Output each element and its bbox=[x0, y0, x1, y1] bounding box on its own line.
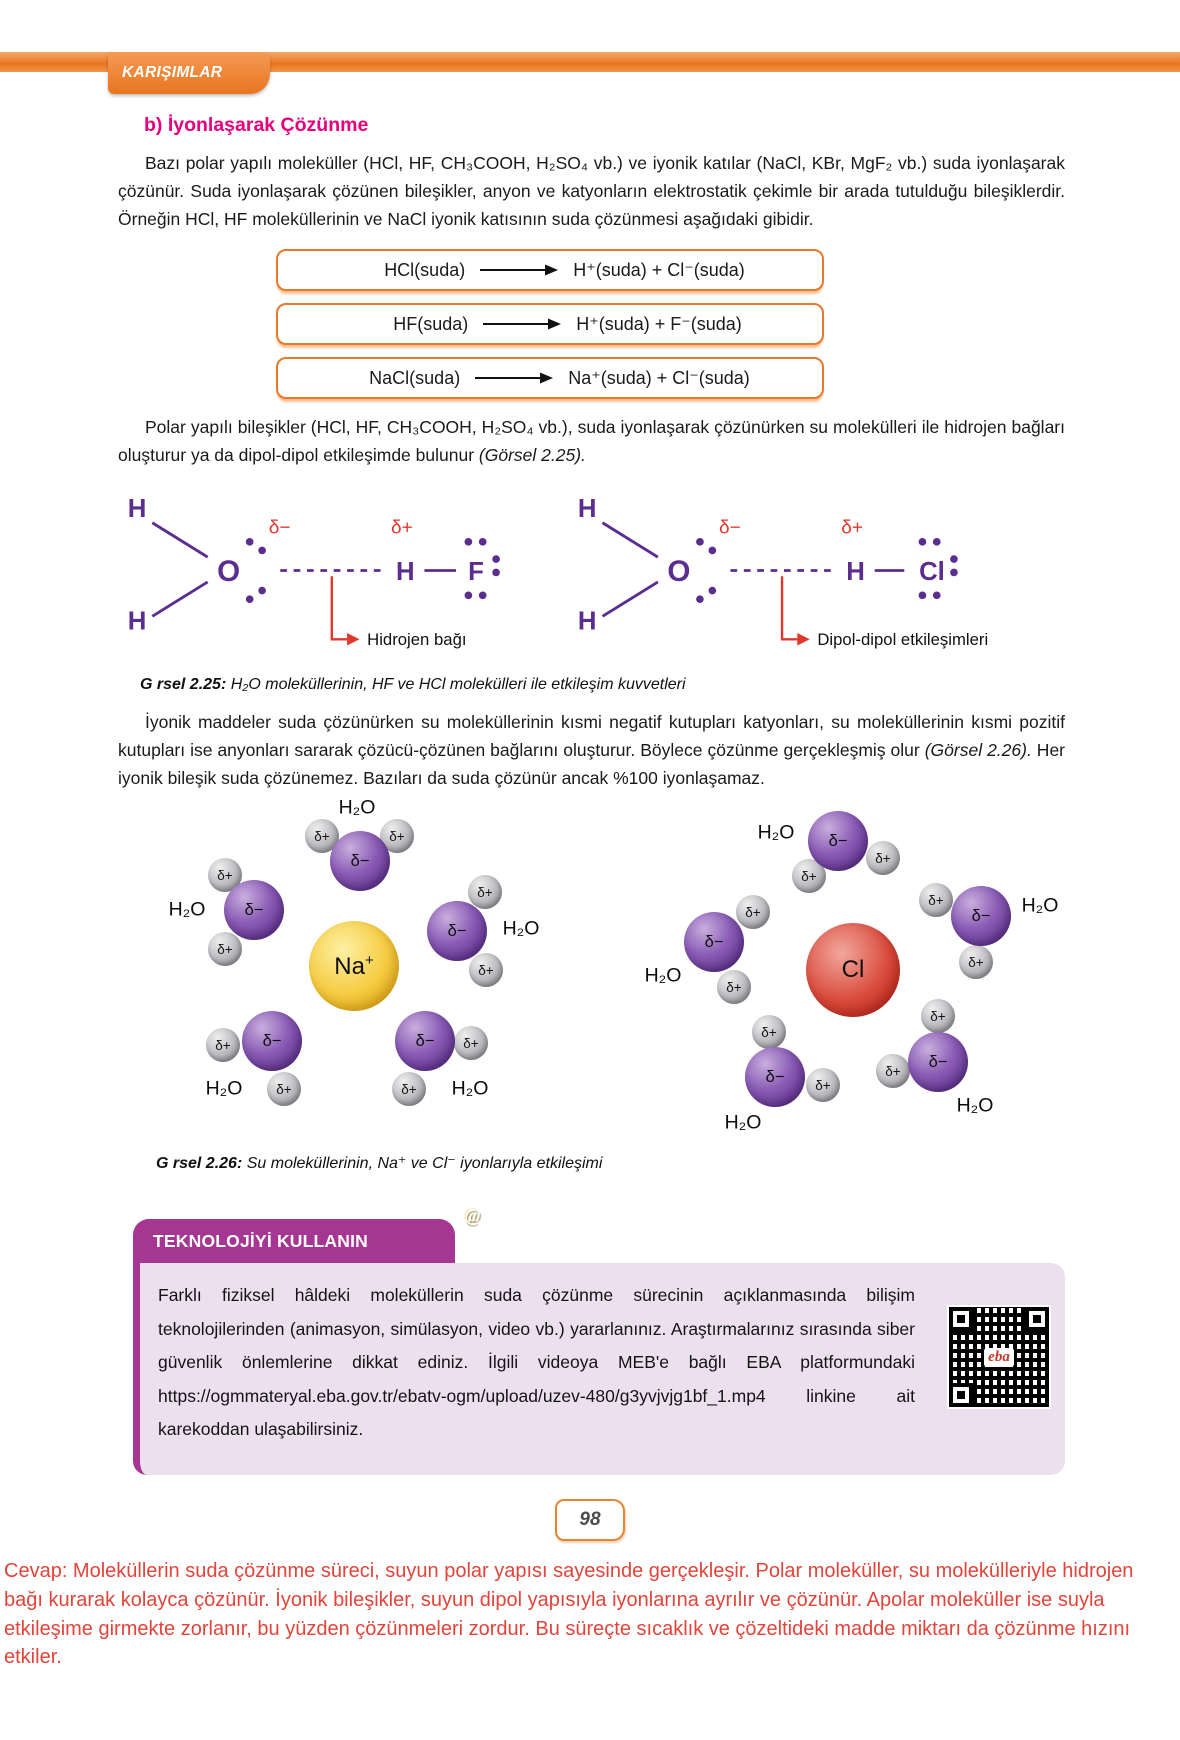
figure-2-26-caption bbox=[156, 1153, 1065, 1173]
water-oxygen-sphere: δ− bbox=[684, 912, 744, 972]
reaction-arrow-icon bbox=[479, 263, 559, 277]
h2o-label: H₂O bbox=[451, 1077, 489, 1100]
equation-lhs: HF(suda) bbox=[393, 313, 469, 334]
hydrogen-atom: H bbox=[396, 558, 415, 587]
water-hydrogen-sphere: δ+ bbox=[208, 858, 242, 892]
paragraph-ionic-text: İyonik maddeler suda çözünürken su moleküllerinin kısmi negatif kutupları katyonları, su moleküllerinin kısmi pozitif kutupları ise anyonları sararak çözücü-çözünen bağlarını oluşturur. Böylece çözünme gerçekleşmiş olur bbox=[118, 712, 1065, 760]
water-oxygen-sphere: δ− bbox=[908, 1032, 968, 1092]
page-number-box bbox=[555, 1499, 625, 1541]
qr-finder-pattern bbox=[949, 1307, 973, 1331]
figure-2-25 bbox=[108, 475, 1065, 666]
equation-lhs: HCl(suda) bbox=[384, 259, 466, 280]
water-hydrogen-sphere: δ+ bbox=[206, 1028, 240, 1062]
equation-rhs: H⁺(suda) + Cl⁻(suda) bbox=[573, 259, 745, 280]
equation-box-hcl bbox=[276, 249, 824, 291]
water-hydrogen-sphere: δ+ bbox=[468, 875, 502, 909]
water-oxygen-sphere: δ− bbox=[330, 831, 390, 891]
figure-2-26-reference: (Görsel 2.26). bbox=[924, 740, 1032, 760]
water-oxygen-sphere: δ− bbox=[427, 901, 487, 961]
technology-box-body bbox=[133, 1263, 1065, 1475]
hydrogen-bond-label: Hidrojen bağı bbox=[367, 629, 467, 649]
water-hydrogen-sphere: δ+ bbox=[267, 1072, 301, 1106]
chapter-tab bbox=[108, 52, 270, 94]
water-hydrogen-sphere: δ+ bbox=[305, 819, 339, 853]
water-hydrogen-sphere: δ+ bbox=[806, 1068, 840, 1102]
water-hydrogen-sphere: δ+ bbox=[380, 819, 414, 853]
qr-code bbox=[949, 1307, 1049, 1407]
hydrogen-atom: H bbox=[577, 495, 597, 524]
technology-box-title: TEKNOLOJİYİ KULLANIN bbox=[153, 1230, 368, 1251]
delta-minus-label: δ− bbox=[268, 517, 291, 539]
figure-2-25-reference: (Görsel 2.25). bbox=[478, 445, 586, 465]
h2o-label: H₂O bbox=[338, 796, 376, 819]
technology-box bbox=[133, 1205, 1065, 1475]
water-hcl-diagram bbox=[558, 475, 1008, 666]
paragraph-polar-text: Polar yapılı bileşikler (HCl, HF, CH₃COOH, H₂SO₄ vb.), suda iyonlaşarak çözünürken su molekülleri ile hidrojen bağları oluşturur ya da dipol-dipol etkileşimde bulunur bbox=[118, 417, 1065, 465]
h2o-label: H₂O bbox=[205, 1077, 243, 1100]
page-header bbox=[0, 0, 1180, 100]
water-oxygen-sphere: δ− bbox=[745, 1047, 805, 1107]
chloride-ion-label: Cl bbox=[841, 956, 865, 983]
chloride-ion bbox=[806, 923, 900, 1017]
paragraph-ionic bbox=[118, 708, 1065, 792]
figure-2-25-caption bbox=[140, 676, 1065, 694]
fluorine-atom: F bbox=[468, 558, 484, 587]
qr-finder-pattern bbox=[949, 1383, 973, 1407]
at-sign-icon: @ bbox=[464, 1205, 481, 1225]
water-oxygen-sphere: δ− bbox=[224, 880, 284, 940]
water-hydrogen-sphere: δ+ bbox=[866, 841, 900, 875]
h2o-label: H₂O bbox=[956, 1094, 994, 1117]
sodium-ion-label: Na+ bbox=[334, 951, 374, 980]
h2o-label: H₂O bbox=[724, 1111, 762, 1134]
water-oxygen-sphere: δ− bbox=[242, 1011, 302, 1071]
equation-box-nacl bbox=[276, 357, 824, 399]
sodium-ion bbox=[309, 921, 399, 1011]
water-hydrogen-sphere: δ+ bbox=[717, 970, 751, 1004]
water-hydrogen-sphere: δ+ bbox=[392, 1072, 426, 1106]
reaction-arrow-icon bbox=[474, 371, 554, 385]
delta-plus-label: δ+ bbox=[391, 517, 413, 539]
technology-box-text: Farklı fiziksel hâldeki moleküllerin suda çözünme sürecinin açıklanmasında bilişim teknolojilerinden (animasyon, simülasyon, video vb.) yararlanınız. Araştırmalarınız sırasında siber güvenlik önlemlerine dikkat ediniz. İlgili videoya MEB'e bağlı EBA platformundaki https://ogmmateryal.eba.gov.tr/ebatv-ogm/upload/uzev-480/g3yvjvjg1bf_1.mp4 linkine ait karekoddan ulaşabilirsiniz. bbox=[158, 1285, 915, 1440]
figure-2-25-caption-number: G rsel 2.25: bbox=[140, 676, 227, 693]
hydrogen-atom: H bbox=[127, 495, 147, 524]
water-hydrogen-sphere: δ+ bbox=[919, 883, 953, 917]
water-hydrogen-sphere: δ+ bbox=[792, 859, 826, 893]
eba-logo: eba bbox=[984, 1348, 1014, 1367]
water-hydrogen-sphere: δ+ bbox=[876, 1054, 910, 1088]
water-hydrogen-sphere: δ+ bbox=[752, 1015, 786, 1049]
delta-minus-label: δ− bbox=[719, 517, 741, 539]
delta-plus-label: δ+ bbox=[841, 517, 864, 539]
h2o-label: H₂O bbox=[757, 821, 795, 844]
hydrogen-atom: H bbox=[846, 558, 865, 587]
figure-2-26-caption-number: G rsel 2.26: bbox=[156, 1155, 243, 1172]
chlorine-atom: Cl bbox=[919, 558, 945, 587]
figure-2-25-caption-text: H₂O moleküllerinin, HF ve HCl molekülleri ile etkileşim kuvvetleri bbox=[226, 676, 686, 693]
oxygen-atom: O bbox=[217, 555, 241, 589]
water-oxygen-sphere: δ− bbox=[395, 1011, 455, 1071]
paragraph-polar bbox=[118, 413, 1065, 469]
hydrogen-atom: H bbox=[577, 607, 597, 636]
water-hydrogen-sphere: δ+ bbox=[208, 932, 242, 966]
chapter-tab-label: KARIŞIMLAR bbox=[122, 64, 223, 81]
page-number: 98 bbox=[579, 1509, 601, 1530]
h2o-label: H₂O bbox=[502, 917, 540, 940]
dipole-dipole-label: Dipol-dipol etkileşimleri bbox=[817, 629, 989, 649]
water-hydrogen-sphere: δ+ bbox=[454, 1026, 488, 1060]
paragraph-intro: Bazı polar yapılı moleküller (HCl, HF, CH₃COOH, H₂SO₄ vb.) ve iyonik katılar (NaCl, KBr, MgF₂ vb.) suda iyonlaşarak çözünür. Suda iyonlaşarak çözünen bileşikler, anyon ve katyonların elektrostatik çekimle bir arada tutulduğu bileşiklerdir. Örneğin HCl, HF moleküllerinin ve NaCl iyonik katısının suda çözünmesi aşağıdaki gibidir. bbox=[118, 153, 1065, 229]
water-hydrogen-sphere: δ+ bbox=[736, 895, 770, 929]
h2o-label: H₂O bbox=[168, 898, 206, 921]
equation-lhs: NaCl(suda) bbox=[369, 367, 461, 388]
h2o-label: H₂O bbox=[1021, 894, 1059, 917]
water-hydrogen-sphere: δ+ bbox=[921, 999, 955, 1033]
section-title: b) İyonlaşarak Çözünme bbox=[144, 114, 369, 136]
equation-rhs: Na⁺(suda) + Cl⁻(suda) bbox=[568, 367, 750, 388]
equation-box-hf bbox=[276, 303, 824, 345]
figure-2-26 bbox=[0, 798, 1180, 1143]
qr-finder-pattern bbox=[1025, 1307, 1049, 1331]
equation-rhs: H⁺(suda) + F⁻(suda) bbox=[576, 313, 742, 334]
hydrogen-atom: H bbox=[127, 607, 147, 636]
water-hf-diagram bbox=[108, 475, 548, 666]
water-hydrogen-sphere: δ+ bbox=[469, 953, 503, 987]
figure-2-26-caption-text: Su moleküllerinin, Na⁺ ve Cl⁻ iyonlarıyla etkileşimi bbox=[242, 1155, 603, 1172]
water-oxygen-sphere: δ− bbox=[951, 886, 1011, 946]
answer-text: Cevap: Moleküllerin suda çözünme süreci, suyun polar yapısı sayesinde gerçekleşir. Polar moleküller, su molekülleriyle hidrojen bağı kurarak kolayca çözünür. İyonik bileşikler, suyun dipol yapısıyla iyonlarına ayrılır ve çözünür. Apolar moleküller ise suyla etkileşime girmekte zorlanır, bu yüzden çözünmeleri zordur. Bu süreçte sıcaklık ve çözeltideki madde miktarı da çözünme hızını etkiler. bbox=[4, 1560, 1134, 1669]
oxygen-atom: O bbox=[667, 555, 691, 589]
equation-stack bbox=[276, 249, 824, 399]
technology-box-header bbox=[133, 1205, 481, 1263]
reaction-arrow-icon bbox=[482, 317, 562, 331]
water-oxygen-sphere: δ− bbox=[808, 811, 868, 871]
h2o-label: H₂O bbox=[644, 964, 682, 987]
water-hydrogen-sphere: δ+ bbox=[959, 945, 993, 979]
paragraph-ionic-text2: Her iyonik bileşik suda çözünemez. Bazıları da suda çözünür ancak %100 iyonlaşamaz. bbox=[118, 740, 1066, 788]
